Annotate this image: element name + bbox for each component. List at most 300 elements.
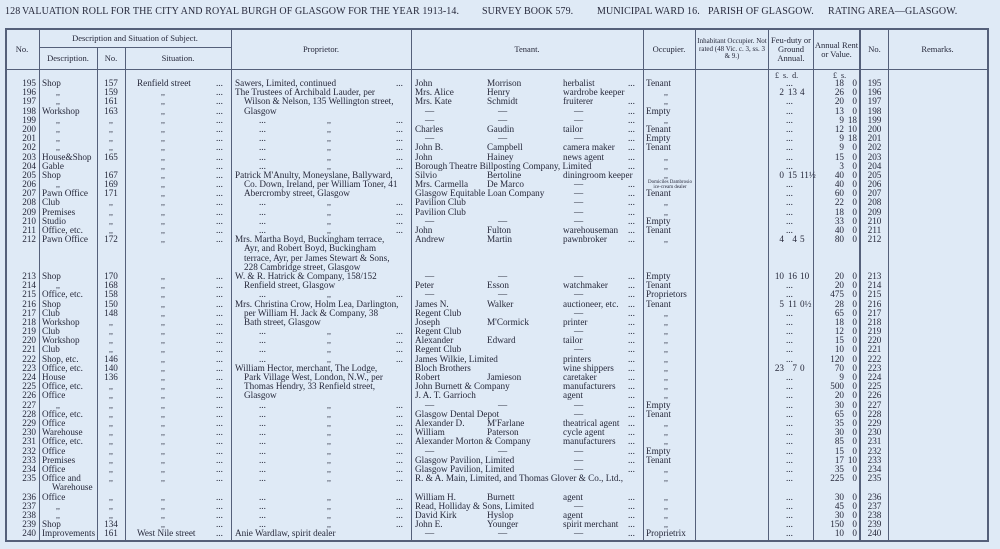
occupier: ,, bbox=[664, 317, 668, 327]
rent-pounds: 15 bbox=[834, 335, 844, 346]
rent-shillings: 0 bbox=[852, 473, 857, 484]
proprietor-ditto-dots: ... bbox=[396, 473, 403, 484]
proprietor: Renfield street, Glasgow bbox=[244, 280, 336, 291]
row-number-right: 218 bbox=[867, 316, 882, 327]
proprietor-ditto-dots: ... bbox=[259, 399, 266, 410]
tenant-occupation: camera maker bbox=[563, 142, 615, 153]
rent-pounds: 45 bbox=[834, 500, 844, 511]
feu-shillings: 15 bbox=[787, 169, 797, 180]
occupier: Empty bbox=[646, 133, 671, 144]
rent-shillings: 0 bbox=[852, 353, 857, 364]
proprietor-ditto-dots: ... bbox=[396, 445, 403, 456]
tenant-dots: ... bbox=[628, 353, 635, 364]
feu-duty: ... bbox=[786, 307, 793, 318]
row-number-right: 199 bbox=[867, 114, 882, 125]
occupier: ,, bbox=[664, 510, 668, 520]
street-number: ,, bbox=[109, 510, 113, 520]
rent-pounds: 9 bbox=[839, 142, 844, 153]
tenant-occupation: — bbox=[574, 454, 584, 465]
occupier: ,, bbox=[664, 492, 668, 502]
header-inhabitant-occupier: Inhabitant Occupier. Not rated (48 Vic. c. 3, ss. 3 & 9.) bbox=[697, 37, 767, 61]
proprietor-ditto-dots: ... bbox=[259, 500, 266, 511]
tenant-name: Alexander Morton & Company bbox=[415, 436, 531, 447]
proprietor-ditto-dots: ... bbox=[259, 344, 266, 355]
proprietor-ditto: ,, bbox=[327, 207, 331, 217]
proprietor-ditto: ,, bbox=[327, 290, 331, 300]
feu-duty: ... bbox=[786, 519, 793, 530]
tenant-occupation: manufacturers bbox=[563, 381, 616, 392]
rent-pounds: 30 bbox=[834, 491, 844, 502]
tenant-dots: ... bbox=[628, 408, 635, 419]
proprietor-ditto: ,, bbox=[327, 336, 331, 346]
situation: ,, bbox=[161, 88, 165, 98]
tenant-dots: ... bbox=[628, 427, 635, 438]
situation-dots: ... bbox=[216, 500, 223, 511]
row-number-right: 228 bbox=[867, 408, 882, 419]
header-no-right: No. bbox=[868, 44, 881, 54]
description: ,, bbox=[56, 510, 60, 520]
tenant-name: Glasgow Dental Depot bbox=[415, 408, 500, 419]
occupier: ,, bbox=[664, 437, 668, 447]
situation-dots: ... bbox=[216, 390, 223, 401]
tenant-dots: ... bbox=[628, 179, 635, 190]
occupier: ,, bbox=[664, 207, 668, 217]
tenant-surname: M'Farlane bbox=[487, 417, 525, 428]
table-row bbox=[0, 336, 1000, 345]
description: Office bbox=[42, 417, 66, 428]
proprietor-ditto-dots: ... bbox=[396, 142, 403, 153]
row-number-right: 198 bbox=[867, 105, 882, 116]
rent-pounds: 475 bbox=[830, 289, 844, 300]
rent-shillings: 0 bbox=[852, 234, 857, 245]
situation-dots: ... bbox=[216, 215, 223, 226]
feu-duty: ... bbox=[786, 225, 793, 235]
occupier: ,, bbox=[664, 115, 668, 125]
situation: ,, bbox=[161, 299, 165, 309]
proprietor-ditto-dots: ... bbox=[259, 114, 266, 125]
tenant-occupation: — bbox=[574, 270, 584, 281]
occupier: ,, bbox=[664, 235, 668, 245]
row-number-right: 207 bbox=[867, 188, 882, 199]
proprietor: Co. Down, Ireland, per William Toner, 41 bbox=[244, 179, 398, 190]
tenant-name: Glasgow Pavilion, Limited bbox=[415, 463, 515, 474]
tenant-dots: ... bbox=[628, 399, 635, 410]
proprietor-continued: 228 Cambridge street, Glasgow bbox=[244, 261, 361, 272]
tenant-first-name: — bbox=[425, 399, 435, 410]
situation-dots: ... bbox=[216, 105, 223, 116]
tenant-first-name: Alexander bbox=[415, 335, 454, 346]
tenant-dots: ... bbox=[628, 289, 635, 300]
situation: ,, bbox=[161, 345, 165, 355]
tenant-surname: — bbox=[498, 399, 508, 410]
situation-dots: ... bbox=[216, 87, 223, 98]
proprietor-ditto-dots: ... bbox=[259, 454, 266, 465]
situation-dots: ... bbox=[216, 151, 223, 162]
header-description: Description. bbox=[47, 53, 89, 63]
tenant-surname: Henry bbox=[487, 87, 510, 98]
situation: ,, bbox=[161, 474, 165, 484]
description: Club bbox=[42, 326, 60, 337]
rent-pounds: 120 bbox=[830, 353, 844, 364]
tenant-dots: ... bbox=[628, 307, 635, 318]
rent-shillings: 0 bbox=[852, 160, 857, 171]
tenant-occupation: — bbox=[574, 197, 584, 208]
proprietor-ditto-dots: ... bbox=[396, 353, 403, 364]
street-number: ,, bbox=[109, 428, 113, 438]
proprietor-ditto-dots: ... bbox=[396, 427, 403, 438]
description: Studio bbox=[42, 215, 66, 226]
row-number-right: 214 bbox=[867, 280, 882, 291]
tenant-dots: ... bbox=[628, 316, 635, 327]
situation-dots: ... bbox=[216, 528, 223, 539]
tenant-occupation: — bbox=[574, 408, 584, 419]
feu-pence: 0½ bbox=[800, 298, 812, 309]
table-row bbox=[0, 318, 1000, 327]
feu-pounds: 5 bbox=[779, 298, 784, 309]
street-number: ,, bbox=[109, 336, 113, 346]
occupier: Tenant bbox=[646, 142, 671, 153]
rent-pounds: 12 bbox=[834, 326, 844, 337]
rent-pounds: 10 bbox=[834, 344, 844, 355]
tenant-surname: Edward bbox=[487, 335, 516, 346]
proprietor: Bath street, Glasgow bbox=[244, 316, 321, 327]
proprietor-ditto-dots: ... bbox=[396, 123, 403, 134]
tenant-dots: ... bbox=[628, 114, 635, 125]
street-number: ,, bbox=[109, 474, 113, 484]
situation-dots: ... bbox=[216, 206, 223, 217]
proprietor-dots: ... bbox=[396, 78, 403, 88]
proprietor-ditto-dots: ... bbox=[396, 160, 403, 171]
table-row bbox=[0, 235, 1000, 272]
rent-shillings: 0 bbox=[852, 463, 857, 474]
proprietor-ditto-dots: ... bbox=[259, 436, 266, 447]
feu-pence: 11½ bbox=[800, 169, 816, 180]
rating-area: RATING AREA—GLASGOW. bbox=[828, 6, 958, 17]
row-number-right: 206 bbox=[867, 179, 882, 190]
row-number: 205 bbox=[22, 169, 36, 180]
tenant-dots: ... bbox=[628, 436, 635, 447]
tenant-surname: Campbell bbox=[487, 142, 523, 153]
tenant-occupation: — bbox=[574, 326, 584, 337]
proprietor-ditto-dots: ... bbox=[259, 463, 266, 474]
occupier: ,, bbox=[664, 327, 668, 337]
proprietor: Mrs. Martha Boyd, Buckingham terrace, bbox=[235, 234, 385, 245]
tenant-occupation: auctioneer, etc. bbox=[563, 298, 619, 309]
proprietor-ditto-dots: ... bbox=[396, 206, 403, 217]
proprietor-ditto: ,, bbox=[327, 327, 331, 337]
row-number-right: 200 bbox=[867, 123, 882, 134]
occupier: Empty bbox=[646, 270, 671, 281]
rent-pounds: 35 bbox=[834, 417, 844, 428]
occupier: ,, bbox=[664, 464, 668, 474]
description: ,, bbox=[56, 97, 60, 107]
tenant-dots: ... bbox=[628, 372, 635, 383]
street-number: 159 bbox=[104, 87, 118, 98]
street-number: ,, bbox=[109, 207, 113, 217]
tenant-name: Read, Holliday & Sons, Limited bbox=[415, 500, 534, 511]
description: Shop bbox=[42, 169, 61, 180]
proprietor-ditto-dots: ... bbox=[396, 151, 403, 162]
row-number-right: 236 bbox=[867, 491, 882, 502]
proprietor: per William H. Jack & Company, 38 bbox=[244, 307, 379, 318]
street-number: ,, bbox=[109, 455, 113, 465]
proprietor-ditto: ,, bbox=[327, 418, 331, 428]
rent-pounds: 40 bbox=[834, 179, 844, 190]
proprietor-continued: Ayr, and Robert Boyd, Buckingham bbox=[244, 243, 376, 254]
row-number: 236 bbox=[22, 491, 36, 502]
rent-pounds: 150 bbox=[830, 519, 844, 530]
rent-shillings: 0 bbox=[852, 445, 857, 456]
proprietor-ditto-dots: ... bbox=[396, 289, 403, 300]
street-number: 146 bbox=[104, 353, 118, 364]
row-number-right: 196 bbox=[867, 87, 882, 98]
row-number: 225 bbox=[22, 381, 36, 392]
situation-dots: ... bbox=[216, 519, 223, 530]
rent-pounds: 40 bbox=[834, 169, 844, 180]
rent-pounds: 17 bbox=[834, 454, 844, 465]
tenant-occupation: herbalist bbox=[563, 78, 595, 88]
tenant-dots: ... bbox=[628, 96, 635, 107]
tenant-dots: ... bbox=[628, 270, 635, 281]
rent-shillings: 10 bbox=[847, 123, 857, 134]
row-number-right: 221 bbox=[867, 344, 882, 355]
page-number: 128 bbox=[5, 6, 21, 17]
street-number: 171 bbox=[104, 188, 118, 199]
rent-shillings: 0 bbox=[852, 316, 857, 327]
situation-dots: ... bbox=[216, 197, 223, 208]
parish: PARISH OF GLASGOW. bbox=[708, 6, 814, 17]
description: ,, bbox=[56, 115, 60, 125]
proprietor-ditto-dots: ... bbox=[259, 326, 266, 337]
feu-duty: ... bbox=[786, 372, 793, 383]
street-number: 172 bbox=[104, 234, 118, 245]
tenant-occupation: printer bbox=[563, 316, 588, 327]
feu-duty: ... bbox=[786, 151, 793, 162]
rent-shillings: 0 bbox=[852, 326, 857, 337]
rent-pounds: 22 bbox=[834, 197, 844, 208]
street-number: ,, bbox=[109, 345, 113, 355]
tenant-occupation: — bbox=[574, 463, 584, 474]
feu-pounds: 4 bbox=[779, 234, 784, 245]
proprietor-ditto: ,, bbox=[327, 520, 331, 530]
row-number: 199 bbox=[22, 114, 36, 125]
rent-pounds: 9 bbox=[839, 114, 844, 125]
rent-pounds: 85 bbox=[834, 436, 844, 447]
feu-duty: ... bbox=[786, 509, 793, 520]
occupier: ,, bbox=[664, 428, 668, 438]
row-number: 230 bbox=[22, 427, 36, 438]
situation: West Nile street bbox=[137, 528, 196, 539]
proprietor-ditto-dots: ... bbox=[259, 519, 266, 530]
description: Shop bbox=[42, 298, 61, 309]
street-number: ,, bbox=[109, 464, 113, 474]
situation: ,, bbox=[161, 170, 165, 180]
rent-shillings: 0 bbox=[852, 270, 857, 281]
situation: ,, bbox=[161, 501, 165, 511]
proprietor-ditto-dots: ... bbox=[259, 215, 266, 226]
proprietor-ditto-dots: ... bbox=[259, 133, 266, 144]
occupier: ,, bbox=[664, 308, 668, 318]
description-continued: Warehouse bbox=[52, 482, 93, 493]
feu-shillings: 7 bbox=[792, 362, 797, 373]
occupier: Tenant bbox=[646, 225, 671, 235]
situation-dots: ... bbox=[216, 427, 223, 438]
rent-shillings: 0 bbox=[852, 519, 857, 530]
row-number-right: 239 bbox=[867, 519, 882, 530]
situation: ,, bbox=[161, 152, 165, 162]
proprietor-ditto-dots: ... bbox=[259, 206, 266, 217]
situation: ,, bbox=[161, 373, 165, 383]
tenant-name: Bloch Brothers bbox=[415, 362, 471, 373]
proprietor: Abercromby street, Glasgow bbox=[244, 188, 350, 199]
row-number: 200 bbox=[22, 123, 36, 134]
row-number-right: 216 bbox=[867, 298, 882, 309]
situation-dots: ... bbox=[216, 142, 223, 153]
street-number: 161 bbox=[104, 528, 118, 539]
row-number: 220 bbox=[22, 335, 36, 346]
occupier: ,, bbox=[664, 501, 668, 511]
table-row bbox=[0, 355, 1000, 364]
header-remarks: Remarks. bbox=[921, 44, 954, 54]
tenant-first-name: Mrs. Kate bbox=[415, 96, 452, 107]
situation: ,, bbox=[161, 161, 165, 171]
occupier: Tenant bbox=[646, 188, 671, 199]
rent-shillings: 0 bbox=[852, 307, 857, 318]
proprietor-ditto: ,, bbox=[327, 510, 331, 520]
row-number: 196 bbox=[22, 87, 36, 98]
rent-pounds: 30 bbox=[834, 399, 844, 410]
row-number: 207 bbox=[22, 188, 36, 199]
proprietor-ditto-dots: ... bbox=[396, 454, 403, 465]
tenant-surname: Bertoline bbox=[487, 169, 522, 180]
situation: ,, bbox=[161, 317, 165, 327]
situation: ,, bbox=[161, 437, 165, 447]
row-number-right: 238 bbox=[867, 509, 882, 520]
tenant-dots: ... bbox=[628, 362, 635, 373]
description: Workshop bbox=[42, 105, 80, 116]
rent-pounds: 80 bbox=[834, 234, 844, 245]
row-number-right: 197 bbox=[867, 96, 882, 107]
rent-pounds: 65 bbox=[834, 408, 844, 419]
street-number: 136 bbox=[104, 372, 118, 383]
proprietor-ditto: ,, bbox=[327, 124, 331, 134]
proprietor-ditto-dots: ... bbox=[396, 500, 403, 511]
table-row bbox=[0, 189, 1000, 198]
street-number: ,, bbox=[109, 446, 113, 456]
tenant-first-name: David Kirk bbox=[415, 509, 457, 520]
rent-pounds: 40 bbox=[834, 225, 844, 235]
situation-dots: ... bbox=[216, 123, 223, 134]
proprietor-ditto: ,, bbox=[327, 216, 331, 226]
proprietor-ditto-dots: ... bbox=[259, 353, 266, 364]
tenant-occupation: — bbox=[574, 206, 584, 217]
street-number: ,, bbox=[109, 382, 113, 392]
situation: ,, bbox=[161, 308, 165, 318]
row-number: 197 bbox=[22, 96, 36, 107]
row-number: 208 bbox=[22, 197, 36, 208]
rent-shillings: 0 bbox=[852, 381, 857, 392]
row-number: 227 bbox=[22, 399, 36, 410]
occupier: ,, bbox=[664, 88, 668, 98]
feu-pence: 10 bbox=[800, 270, 810, 281]
proprietor-ditto-dots: ... bbox=[259, 445, 266, 456]
situation-dots: ... bbox=[216, 160, 223, 171]
rent-shillings: 0 bbox=[852, 151, 857, 162]
tenant-name: Regent Club bbox=[415, 307, 462, 318]
feu-duty: ... bbox=[786, 427, 793, 438]
rent-shillings: 0 bbox=[852, 500, 857, 511]
row-number-right: 237 bbox=[867, 500, 882, 511]
street-number: ,, bbox=[109, 492, 113, 502]
feu-shillings: 16 bbox=[787, 270, 797, 281]
street-number: 150 bbox=[104, 298, 118, 309]
proprietor: Glasgow bbox=[244, 105, 277, 116]
tenant-occupation: wardrobe keeper bbox=[563, 87, 625, 98]
situation: ,, bbox=[161, 235, 165, 245]
tenant-name: Pavilion Club bbox=[415, 206, 466, 217]
occupier: ,, bbox=[664, 391, 668, 401]
rent-pounds: 65 bbox=[834, 307, 844, 318]
tenant-name: Borough Theatre Billposting Company, Limited bbox=[415, 160, 592, 171]
municipal-ward: MUNICIPAL WARD 16. bbox=[597, 6, 700, 17]
tenant-surname: M'Cormick bbox=[487, 316, 529, 327]
row-number-right: 235 bbox=[867, 473, 882, 484]
proprietor-ditto-dots: ... bbox=[396, 399, 403, 410]
row-number: 204 bbox=[22, 160, 36, 171]
proprietor-ditto-dots: ... bbox=[396, 491, 403, 502]
feu-duty: ... bbox=[786, 381, 793, 392]
proprietor-ditto-dots: ... bbox=[396, 509, 403, 520]
table-bottom-border bbox=[5, 540, 988, 542]
row-number-right: 208 bbox=[867, 197, 882, 208]
street-number: ,, bbox=[109, 327, 113, 337]
tenant-surname: Martin bbox=[487, 234, 513, 245]
rent-shillings: 0 bbox=[852, 96, 857, 107]
tenant-name: Glasgow Equitable Loan Company bbox=[415, 188, 545, 199]
occupier: ,, bbox=[664, 345, 668, 355]
proprietor: Mrs. Christina Crow, Holm Lea, Darlington, bbox=[235, 298, 399, 309]
tenant-occupation: diningroom keeper bbox=[563, 169, 633, 180]
tenant-dots: ... bbox=[628, 142, 635, 153]
tenant-dots: ... bbox=[628, 509, 635, 520]
tenant-dots: ... bbox=[628, 151, 635, 162]
occupier: Empty bbox=[646, 399, 671, 410]
tenant-first-name: James N. bbox=[415, 298, 449, 309]
tenant-dots: ... bbox=[628, 188, 635, 199]
feu-duty: ... bbox=[786, 335, 793, 346]
feu-duty: ... bbox=[786, 280, 793, 291]
street-number: ,, bbox=[109, 216, 113, 226]
row-number: 233 bbox=[22, 454, 36, 465]
situation-dots: ... bbox=[216, 307, 223, 318]
tenant-first-name: — bbox=[425, 114, 435, 125]
rent-pounds: 70 bbox=[834, 362, 844, 373]
row-number-right: 227 bbox=[867, 399, 882, 410]
row-number: 234 bbox=[22, 463, 36, 474]
occupier: Proprietrix bbox=[646, 528, 686, 539]
proprietor-ditto-dots: ... bbox=[259, 408, 266, 419]
proprietor-ditto-dots: ... bbox=[396, 344, 403, 355]
table-body bbox=[0, 79, 1000, 538]
tenant-first-name: — bbox=[425, 133, 435, 144]
tenant-dots: ... bbox=[628, 326, 635, 337]
rent-shillings: 0 bbox=[852, 399, 857, 410]
rent-shillings: 0 bbox=[852, 142, 857, 153]
tenant-dots: ... bbox=[628, 225, 635, 235]
proprietor-ditto-dots: ... bbox=[396, 463, 403, 474]
occupier: ,, bbox=[664, 418, 668, 428]
tenant-surname: Morrison bbox=[487, 78, 522, 88]
